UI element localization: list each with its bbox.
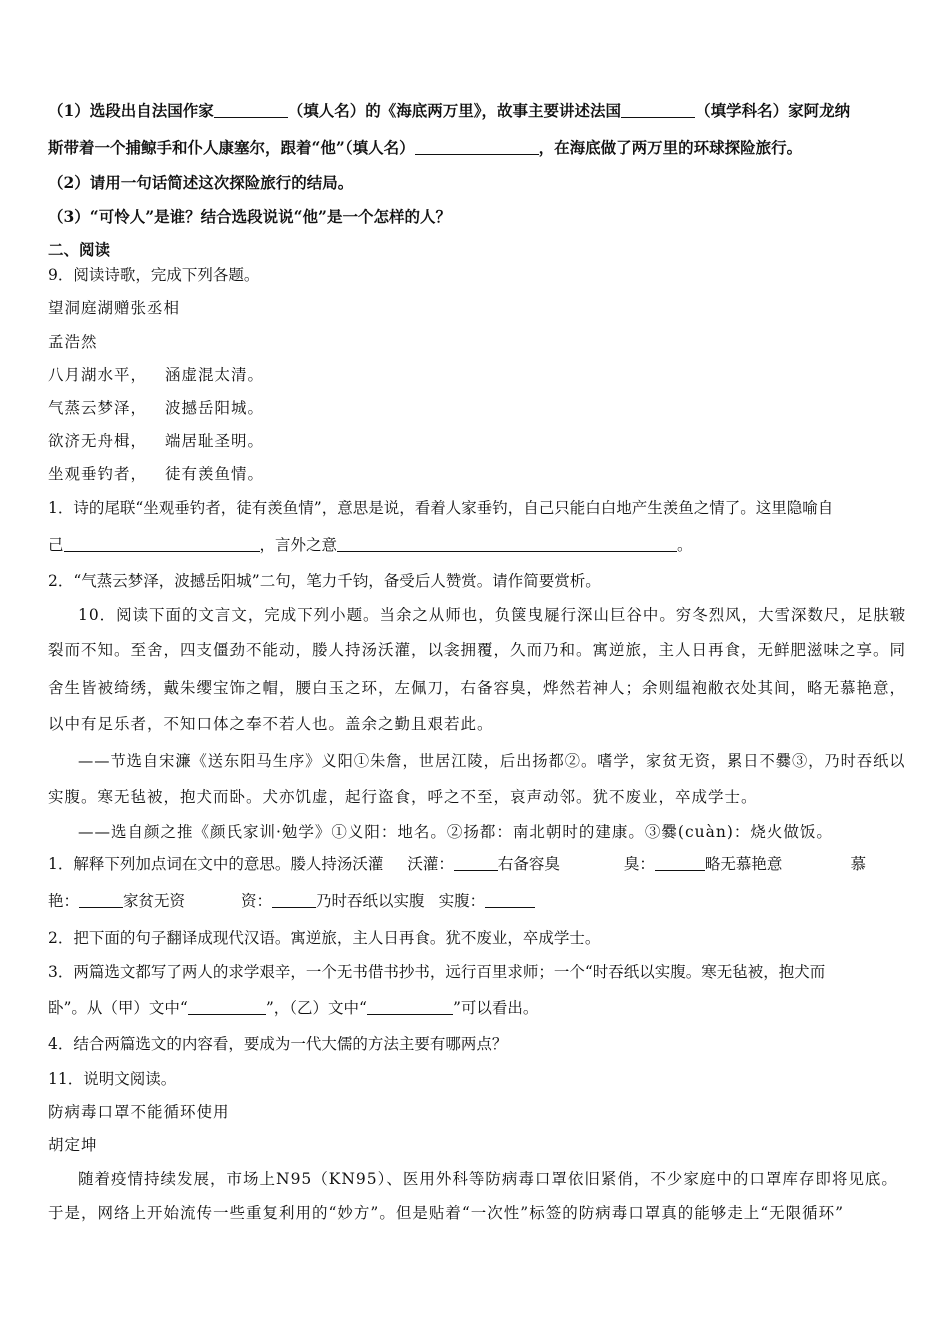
q8-item-2: （2）请用一句话简述这次探险旅行的结局。 [48,173,354,192]
answer-blank[interactable] [79,891,123,908]
q10-sub-1-line-2: 艳： 家贫无资 资： 乃时吞纸以实腹 实腹： [48,890,906,912]
poem-line: 坐观垂钓者， 徒有羡鱼情。 [48,465,265,483]
article-title: 防病毒口罩不能循环使用 [48,1103,230,1121]
answer-blank[interactable] [214,101,288,118]
q8-item-1-line-1: （1）选段出自法国作家 （填人名）的《海底两万里》，故事主要讲述法国 （填学科名）家阿龙纳 [48,101,851,120]
answer-blank[interactable] [415,138,539,155]
q8-item-3: （3）“可怜人”是谁？结合选段说说“他”是一个怎样的人？ [48,207,451,226]
answer-blank[interactable] [454,854,498,871]
q10-sub-2: 2．把下面的句子翻译成现代汉语。寓逆旅，主人日再食。犹不废业，卒成学士。 [48,929,601,947]
q8-item-1-line-2: 斯带着一个捕鲸手和仆人康塞尔，跟着“他”（填人名） ，在海底做了两万里的环球探险旅行。 [48,138,803,157]
q9-sub-1-line-1: 1．诗的尾联“坐观垂钓者，徒有羡鱼情”，意思是说，看着人家垂钓，自己只能白白地产生羡鱼之情了。这里隐喻自 [48,499,834,517]
article-author: 胡定坤 [48,1136,98,1154]
article-paragraph-line: 随着疫情持续发展，市场上N95（KN95）、医用外科等防病毒口罩依旧紧俏，不少家庭中的口罩库存即将见底。 [78,1170,898,1188]
poem-author: 孟浩然 [48,333,98,351]
section-heading: 二、阅读 [48,240,111,259]
poem-line: 气蒸云梦泽， 波撼岳阳城。 [48,399,265,417]
q10-sub-3-line-2: 卧”。从（甲）文中“ ”，（乙）文中“ ”可以看出。 [48,999,539,1017]
q10-passage-line: 以中有足乐者，不知口体之奉不若人也。盖余之勤且艰若此。 [48,715,494,733]
answer-blank[interactable] [188,998,266,1015]
q10-sub-4: 4．结合两篇选文的内容看，要成为一代大儒的方法主要有哪两点？ [48,1035,508,1053]
q10-sub-1-line-1: 1．解释下列加点词在文中的意思。媵人持汤沃灌 沃灌： 右备容臭 臭： 略无慕艳意 慕 [48,855,866,873]
answer-blank[interactable] [64,535,260,552]
answer-blank[interactable] [485,891,535,908]
answer-blank[interactable] [367,998,453,1015]
answer-blank[interactable] [272,891,316,908]
q9-sub-2: 2．“气蒸云梦泽，波撼岳阳城”二句，笔力千钧，备受后人赞赏。请作简要赏析。 [48,572,601,590]
q10-source-line: ——选自颜之推《颜氏家训·勉学》①义阳：地名。②扬都：南北朝时的建康。③爨(cuàn)：烧火做饭。 [78,823,833,841]
q10-passage-line: 裂而不知。至舍，四支僵劲不能动，媵人持汤沃灌，以衾拥覆，久而乃和。寓逆旅，主人日再食，无鲜肥滋味之享。同 [48,641,907,659]
q10-passage-line: 实腹。寒无毡被，抱犬而卧。犬亦饥虚，起行盗食，呼之不至，哀声动邻。犹不废业，卒成学士。 [48,788,758,806]
q10-passage-line: 10．阅读下面的文言文，完成下列小题。当余之从师也，负箧曳屣行深山巨谷中。穷冬烈风，大雪深数尺，足肤皲 [78,606,907,624]
answer-blank[interactable] [337,535,677,552]
q10-passage-line: 舍生皆被绮绣，戴朱缨宝饰之帽，腰白玉之环，左佩刀，右备容臭，烨然若神人；余则缊袍敝衣处其间，略无慕艳意， [48,679,907,697]
poem-title: 望洞庭湖赠张丞相 [48,299,181,317]
q9-intro: 9．阅读诗歌，完成下列各题。 [48,266,260,284]
q10-sub-3-line-1: 3．两篇选文都写了两人的求学艰辛，一个无书借书抄书，远行百里求师；一个“时吞纸以实腹。寒无毡被，抱犬而 [48,963,826,981]
answer-blank[interactable] [655,854,705,871]
q11-intro: 11．说明文阅读。 [48,1070,177,1088]
article-paragraph-line: 于是，网络上开始流传一些重复利用的“妙方”。但是贴着“一次性”标签的防病毒口罩真的能够走上“无限循环” [48,1204,845,1222]
q9-sub-1-line-2: 己 ，言外之意 。 [48,536,693,554]
poem-line: 八月湖水平， 涵虚混太清。 [48,366,265,384]
answer-blank[interactable] [621,101,695,118]
poem-line: 欲济无舟楫， 端居耻圣明。 [48,432,265,450]
q10-source-line: ——节选自宋濂《送东阳马生序》义阳①朱詹，世居江陵，后出扬都②。嗜学，家贫无资，累日不爨③，乃时吞纸以 [78,752,906,770]
